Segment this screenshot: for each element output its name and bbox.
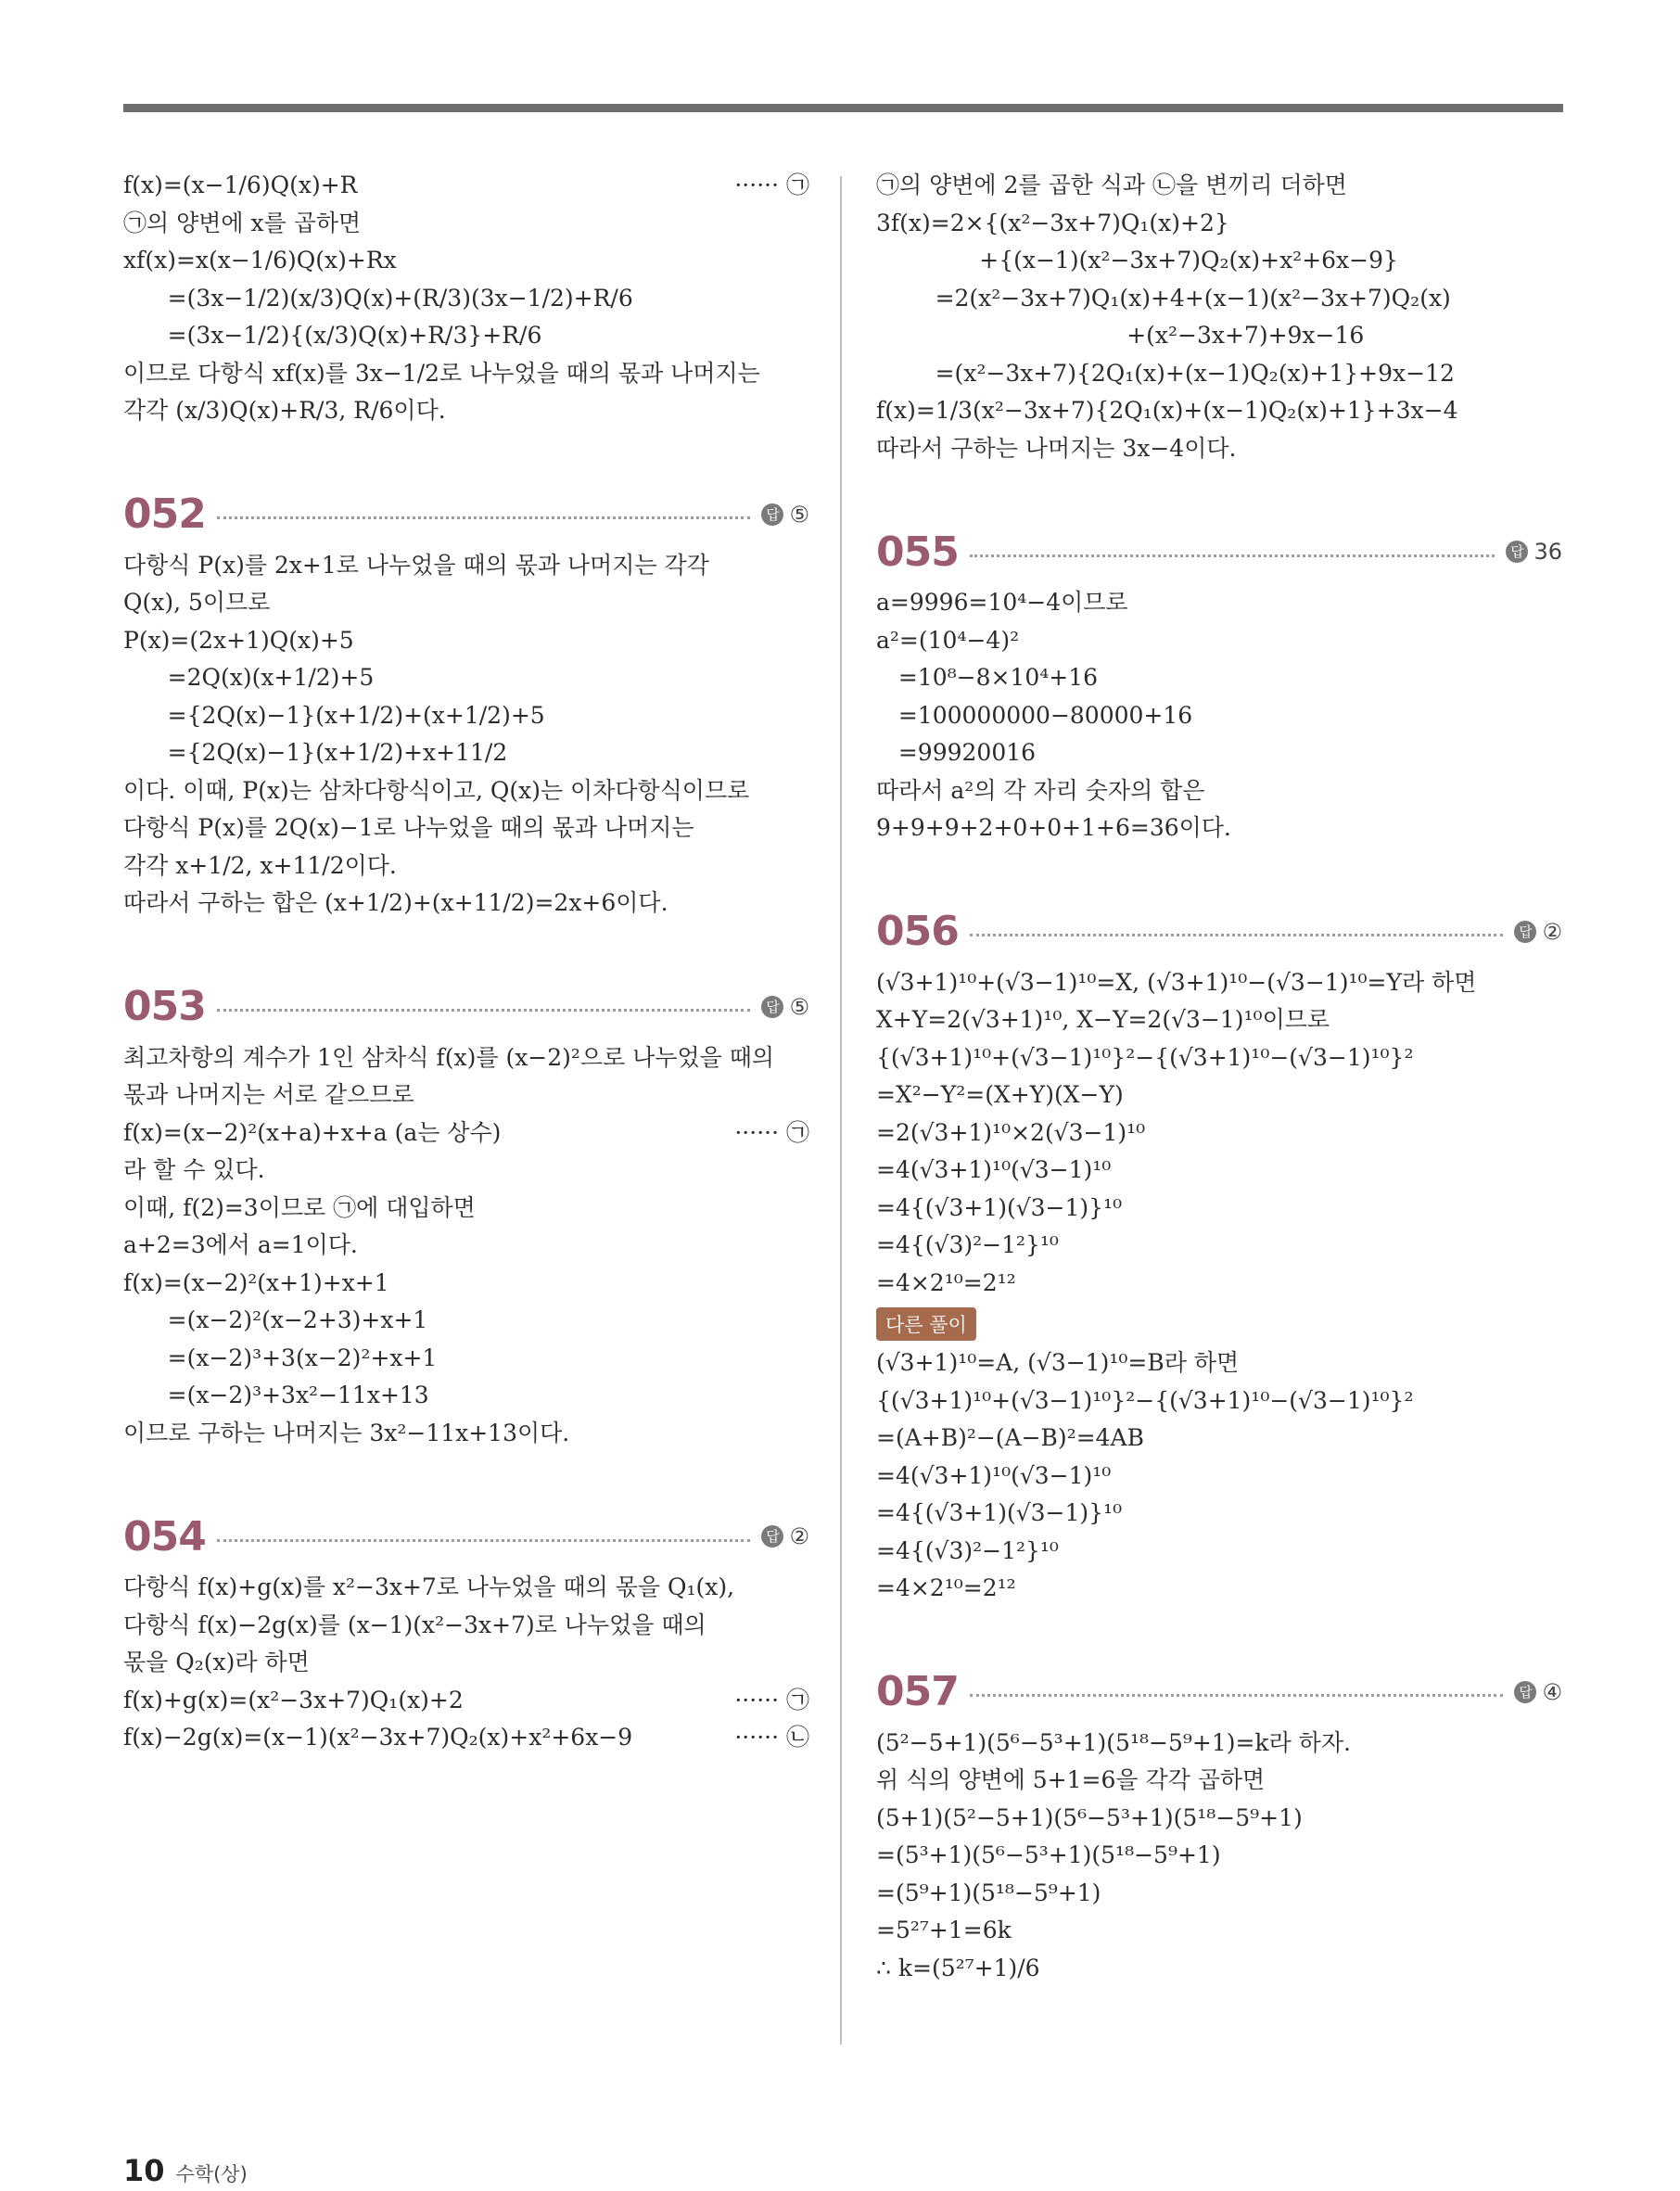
problem-055 <box>876 523 1562 847</box>
problem-number: 057 <box>876 1668 959 1715</box>
intro-line: =(3x−1/2){(x/3)Q(x)+R/3}+R/6 <box>123 322 542 349</box>
solution-line: =2Q(x)(x+1/2)+5 <box>123 664 375 691</box>
solution-line: =(5⁹+1)(5¹⁸−5⁹+1) <box>876 1879 1101 1906</box>
solution-line: 다항식 P(x)를 2Q(x)−1로 나누었을 때의 몫과 나머지는 <box>123 814 694 841</box>
solution-line: +{(x−1)(x²−3x+7)Q₂(x)+x²+6x−9} <box>876 247 1398 274</box>
page-number: 10 <box>123 2153 165 2188</box>
problem-number: 055 <box>876 528 959 576</box>
solution-line: (5+1)(5²−5+1)(5⁶−5³+1)(5¹⁸−5⁹+1) <box>876 1803 1303 1831</box>
problem-053 <box>123 978 809 1453</box>
answer-icon: 답 <box>761 1525 783 1548</box>
answer-icon: 답 <box>1514 921 1536 943</box>
book-title: 수학(상) <box>175 2163 248 2185</box>
solution-line: =4(√3+1)¹⁰(√3−1)¹⁰ <box>876 1156 1112 1183</box>
solution-line: =X²−Y²=(X+Y)(X−Y) <box>876 1081 1124 1108</box>
solution-line: 몫과 나머지는 서로 같으므로 <box>123 1081 414 1108</box>
solution-line: =(5³+1)(5⁶−5³+1)(5¹⁸−5⁹+1) <box>876 1841 1221 1868</box>
intro-line: xf(x)=x(x−1/6)Q(x)+Rx <box>123 247 397 274</box>
page-footer <box>123 2153 248 2188</box>
solution-line: 다항식 f(x)−2g(x)를 (x−1)(x²−3x+7)로 나누었을 때의 <box>123 1611 706 1638</box>
solution-line: a²=(10⁴−4)² <box>876 626 1020 654</box>
solution-line: f(x)=1/3(x²−3x+7){2Q₁(x)+(x−1)Q₂(x)+1}+3x−4 <box>876 397 1458 424</box>
solution-line: 위 식의 양변에 5+1=6을 각각 곱하면 <box>876 1766 1266 1793</box>
dotted-leader <box>970 554 1495 557</box>
solution-line: =(x−2)³+3x²−11x+13 <box>123 1382 429 1408</box>
problem-057 <box>876 1663 1562 1988</box>
solution-line: P(x)=(2x+1)Q(x)+5 <box>123 626 354 654</box>
problem-header <box>876 523 1562 580</box>
solution-line: X+Y=2(√3+1)¹⁰, X−Y=2(√3−1)¹⁰이므로 <box>876 1006 1330 1033</box>
alt-solution-line: =(A+B)²−(A−B)²=4AB <box>876 1424 1144 1451</box>
problem-number: 053 <box>123 983 206 1030</box>
problem-052 <box>123 486 809 923</box>
top-rule <box>123 104 1563 112</box>
solution-line: Q(x), 5이므로 <box>123 589 271 616</box>
answer-value: 36 <box>1534 539 1562 565</box>
right-column <box>876 167 1562 1987</box>
problem-header <box>123 486 809 543</box>
answer-icon: 답 <box>761 503 783 526</box>
answer-value: ④ <box>1542 1678 1562 1705</box>
solution-line: 3f(x)=2×{(x²−3x+7)Q₁(x)+2} <box>876 209 1229 236</box>
answer-icon: 답 <box>1506 541 1528 563</box>
solution-line: f(x)+g(x)=(x²−3x+7)Q₁(x)+2 ······ ㉠ <box>123 1686 809 1713</box>
solution-line: a+2=3에서 a=1이다. <box>123 1231 358 1258</box>
solution-line: ={2Q(x)−1}(x+1/2)+x+11/2 <box>123 739 508 766</box>
solution-line: (5²−5+1)(5⁶−5³+1)(5¹⁸−5⁹+1)=k라 하자. <box>876 1728 1351 1756</box>
alt-solution-line: {(√3+1)¹⁰+(√3−1)¹⁰}²−{(√3+1)¹⁰−(√3−1)¹⁰}² <box>876 1386 1414 1414</box>
solution-line: 라 할 수 있다. <box>123 1156 265 1183</box>
answer-value: ⑤ <box>789 501 809 528</box>
alt-solution-line: =4{(√3+1)(√3−1)}¹⁰ <box>876 1499 1123 1526</box>
solution-line: f(x)=(x−2)²(x+1)+x+1 <box>123 1268 389 1296</box>
solution-line: 따라서 구하는 나머지는 3x−4이다. <box>876 434 1237 462</box>
solution-line: =4{(√3)²−1²}¹⁰ <box>876 1231 1059 1258</box>
solution-line: 따라서 구하는 합은 (x+1/2)+(x+11/2)=2x+6이다. <box>123 889 668 916</box>
solution-line: f(x)=(x−2)²(x+a)+x+a (a는 상수) ······ ㉠ <box>123 1118 809 1146</box>
solution-line: =4{(√3+1)(√3−1)}¹⁰ <box>876 1193 1123 1221</box>
intro-line: ㉠의 양변에 x를 곱하면 <box>123 209 362 236</box>
alt-solution-line: =4×2¹⁰=2¹² <box>876 1574 1016 1601</box>
continuation-block <box>876 167 1562 467</box>
dotted-leader <box>970 1694 1504 1697</box>
solution-line: =2(x²−3x+7)Q₁(x)+4+(x−1)(x²−3x+7)Q₂(x) <box>876 284 1451 312</box>
solution-line: (√3+1)¹⁰+(√3−1)¹⁰=X, (√3+1)¹⁰−(√3−1)¹⁰=Y라 하면 <box>876 968 1477 996</box>
problem-header <box>876 903 1562 961</box>
solution-line: =99920016 <box>876 739 1037 766</box>
column-divider <box>840 176 842 2045</box>
problem-header <box>123 978 809 1036</box>
solution-line: 각각 x+1/2, x+11/2이다. <box>123 851 397 879</box>
solution-line: =4×2¹⁰=2¹² <box>876 1268 1016 1296</box>
solution-line: {(√3+1)¹⁰+(√3−1)¹⁰}²−{(√3+1)¹⁰−(√3−1)¹⁰}² <box>876 1043 1414 1071</box>
dotted-leader <box>970 934 1504 936</box>
solution-line: =100000000−80000+16 <box>876 701 1193 729</box>
solution-line: ={2Q(x)−1}(x+1/2)+(x+1/2)+5 <box>123 701 545 729</box>
problem-header <box>123 1508 809 1565</box>
intro-line: 이므로 다항식 xf(x)를 3x−1/2로 나누었을 때의 몫과 나머지는 <box>123 359 760 387</box>
alt-solution-line: =4{(√3)²−1²}¹⁰ <box>876 1536 1059 1564</box>
problem-number: 056 <box>876 908 959 955</box>
dotted-leader <box>217 1539 751 1542</box>
intro-block <box>123 167 809 430</box>
solution-line: ㉠의 양변에 2를 곱한 식과 ㉡을 변끼리 더하면 <box>876 172 1347 198</box>
solution-line: 이다. 이때, P(x)는 삼차다항식이고, Q(x)는 이차다항식이므로 <box>123 776 750 804</box>
solution-line: =(x−2)²(x−2+3)+x+1 <box>123 1306 428 1333</box>
alt-solution-line: (√3+1)¹⁰=A, (√3−1)¹⁰=B라 하면 <box>876 1349 1240 1376</box>
solution-line: 몫을 Q₂(x)라 하면 <box>123 1649 310 1675</box>
problem-number: 052 <box>123 490 206 538</box>
solution-line: a=9996=10⁴−4이므로 <box>876 589 1128 616</box>
solution-line: 다항식 f(x)+g(x)를 x²−3x+7로 나누었을 때의 몫을 Q₁(x), <box>123 1573 735 1600</box>
solution-line: 이때, f(2)=3이므로 ㉠에 대입하면 <box>123 1193 476 1221</box>
solution-line: =(x−2)³+3(x−2)²+x+1 <box>123 1344 438 1371</box>
alt-solution-badge: 다른 풀이 <box>876 1307 976 1341</box>
solution-line: 이므로 구하는 나머지는 3x²−11x+13이다. <box>123 1419 570 1446</box>
solution-line: =5²⁷+1=6k <box>876 1917 1012 1943</box>
problem-header <box>876 1663 1562 1721</box>
solution-line: =10⁸−8×10⁴+16 <box>876 664 1099 691</box>
solution-line: f(x)−2g(x)=(x−1)(x²−3x+7)Q₂(x)+x²+6x−9 ······ ㉡ <box>123 1724 809 1751</box>
solution-line: 다항식 P(x)를 2x+1로 나누었을 때의 몫과 나머지는 각각 <box>123 551 709 579</box>
solution-line: 9+9+9+2+0+0+1+6=36이다. <box>876 814 1231 841</box>
intro-line: =(3x−1/2)(x/3)Q(x)+(R/3)(3x−1/2)+R/6 <box>123 284 633 312</box>
dotted-leader <box>217 1009 751 1012</box>
dotted-leader <box>217 516 751 519</box>
problem-056 <box>876 903 1562 1608</box>
intro-line: 각각 (x/3)Q(x)+R/3, R/6이다. <box>123 397 446 424</box>
solution-line: 최고차항의 계수가 1인 삼차식 f(x)를 (x−2)²으로 나누었을 때의 <box>123 1043 775 1071</box>
solution-line: ∴ k=(5²⁷+1)/6 <box>876 1954 1040 1981</box>
answer-value: ② <box>789 1523 809 1549</box>
problem-054 <box>123 1508 809 1757</box>
answer-value: ② <box>1542 918 1562 945</box>
answer-icon: 답 <box>761 996 783 1018</box>
problem-number: 054 <box>123 1512 206 1560</box>
alt-solution-line: =4(√3+1)¹⁰(√3−1)¹⁰ <box>876 1461 1112 1489</box>
answer-value: ⑤ <box>789 993 809 1020</box>
answer-icon: 답 <box>1514 1681 1536 1703</box>
solution-line: =(x²−3x+7){2Q₁(x)+(x−1)Q₂(x)+1}+9x−12 <box>876 359 1455 387</box>
left-column <box>123 167 809 1757</box>
solution-line: =2(√3+1)¹⁰×2(√3−1)¹⁰ <box>876 1118 1146 1146</box>
intro-line: f(x)=(x−1/6)Q(x)+R ······ ㉠ <box>123 172 809 198</box>
solution-line: +(x²−3x+7)+9x−16 <box>876 322 1365 349</box>
solution-line: 따라서 a²의 각 자리 숫자의 합은 <box>876 776 1205 804</box>
